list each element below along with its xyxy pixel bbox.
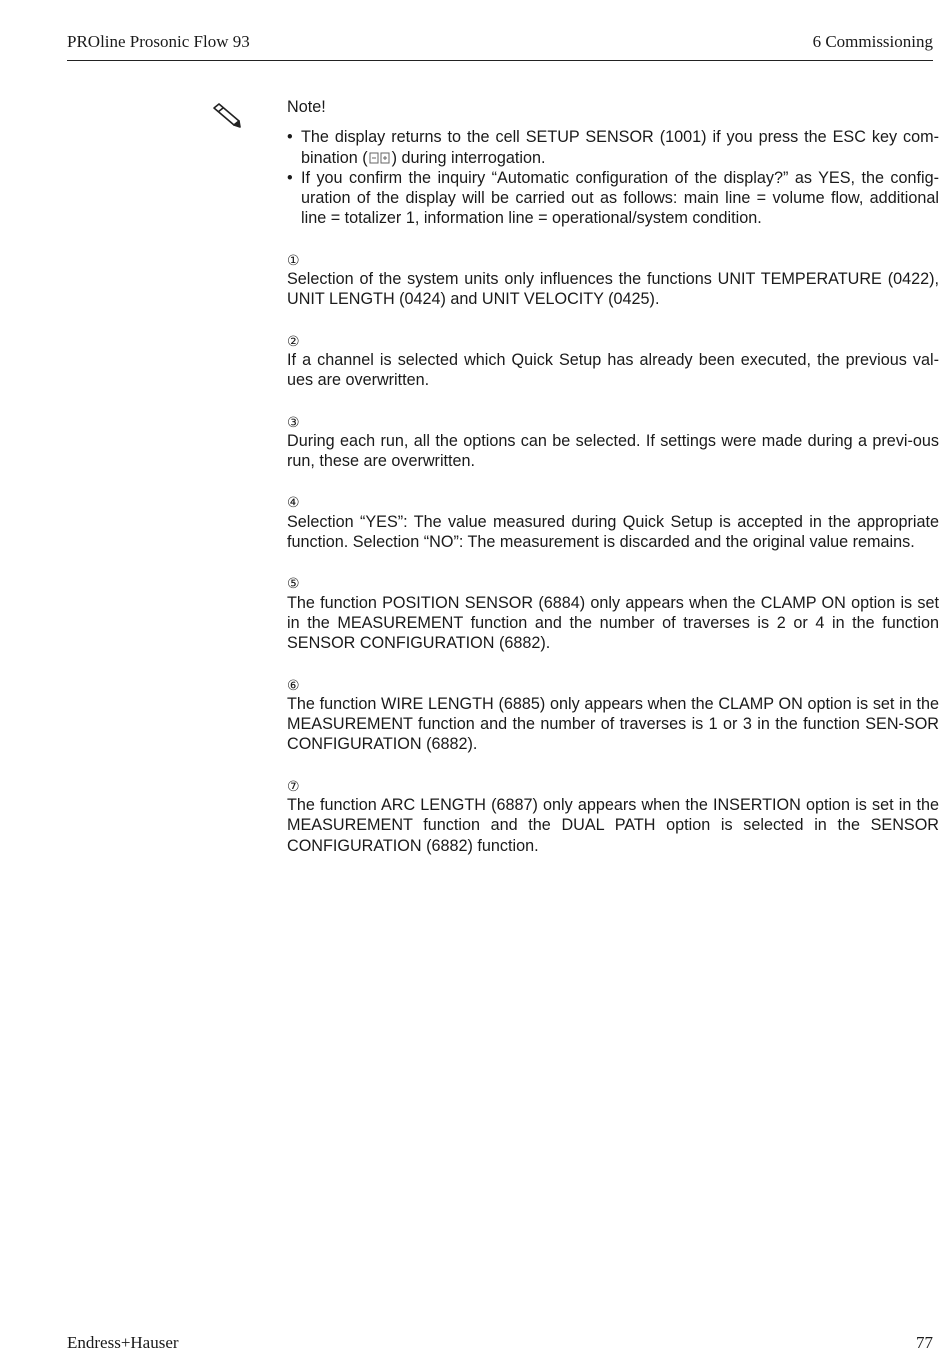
brand-logo-text: Endress+Hauser: [67, 1333, 179, 1352]
footnote-1: [287, 249, 939, 310]
footnote-marker: ①: [287, 251, 300, 268]
footnote-4: [287, 491, 939, 552]
footnote-text: Selection “YES”: The value measured during Quick Setup is accepted in the appropriate function. Selection “NO”: The measurement is discarded and the original value remains.: [287, 512, 939, 552]
esc-key-combination-icon: [369, 151, 391, 165]
footnote-marker: ⑦: [287, 777, 300, 794]
footnote-7: [287, 775, 939, 856]
pencil-icon: [210, 100, 242, 130]
footnote-text: During each run, all the options can be selected. If settings were made during a previ-ous run, these are overwritten.: [287, 431, 939, 471]
footnote-text: If a channel is selected which Quick Setup has already been executed, the previous val-ues are overwritten.: [287, 350, 939, 390]
footnote-marker: ⑥: [287, 676, 300, 693]
footnote-5: [287, 572, 939, 653]
note-section: [287, 97, 939, 856]
bullet-1-text-before: The display returns to the cell SETUP SENSOR (1001) if you press the ESC key com-bination (: [301, 128, 939, 167]
footnote-text: Selection of the system units only influences the functions UNIT TEMPERATURE (0422), UNIT LENGTH (0424) and UNIT VELOCITY (0425).: [287, 270, 939, 309]
bullet-dot: •: [287, 128, 293, 147]
page-header: [67, 30, 933, 61]
page-number: 77: [916, 1333, 933, 1352]
note-title: Note!: [287, 98, 326, 116]
document-title: PROline Prosonic Flow 93: [67, 32, 250, 51]
bullet-dot: •: [287, 168, 293, 187]
note-bullet-1: [287, 127, 939, 168]
bullet-2-text: If you confirm the inquiry “Automatic configuration of the display?” as YES, the config-uration of the display will be carried out as follows: main line = volume flow, additional line = totalizer 1, information line = operational/system condition.: [301, 168, 939, 228]
note-bullet-2: [287, 168, 939, 229]
note-bullet-list: [287, 127, 939, 228]
footnote-text: The function WIRE LENGTH (6885) only appears when the CLAMP ON option is set in the MEASUREMENT function and the number of traverses is 1 or 3 in the function SEN-SOR CONFIGURATION (6882).: [287, 694, 939, 754]
footnote-marker: ⑤: [287, 575, 300, 592]
footnote-text: The function ARC LENGTH (6887) only appears when the INSERTION option is set in the MEASUREMENT function and the DUAL PATH option is selected in the SENSOR CONFIGURATION (6882) function.: [287, 796, 939, 855]
footnote-marker: ③: [287, 413, 300, 430]
chapter-title: 6 Commissioning: [812, 32, 933, 51]
footnote-marker: ④: [287, 494, 300, 511]
footnote-text: The function POSITION SENSOR (6884) only appears when the CLAMP ON option is set in the MEASUREMENT function and the number of traverses is 2 or 4 in the function SENSOR CONFIGURATION (6882).: [287, 593, 939, 653]
footnote-2: [287, 330, 939, 391]
footnote-6: [287, 674, 939, 755]
footnote-marker: ②: [287, 332, 300, 349]
bullet-1-text-after: ) during interrogation.: [391, 148, 546, 167]
footnote-3: [287, 411, 939, 472]
